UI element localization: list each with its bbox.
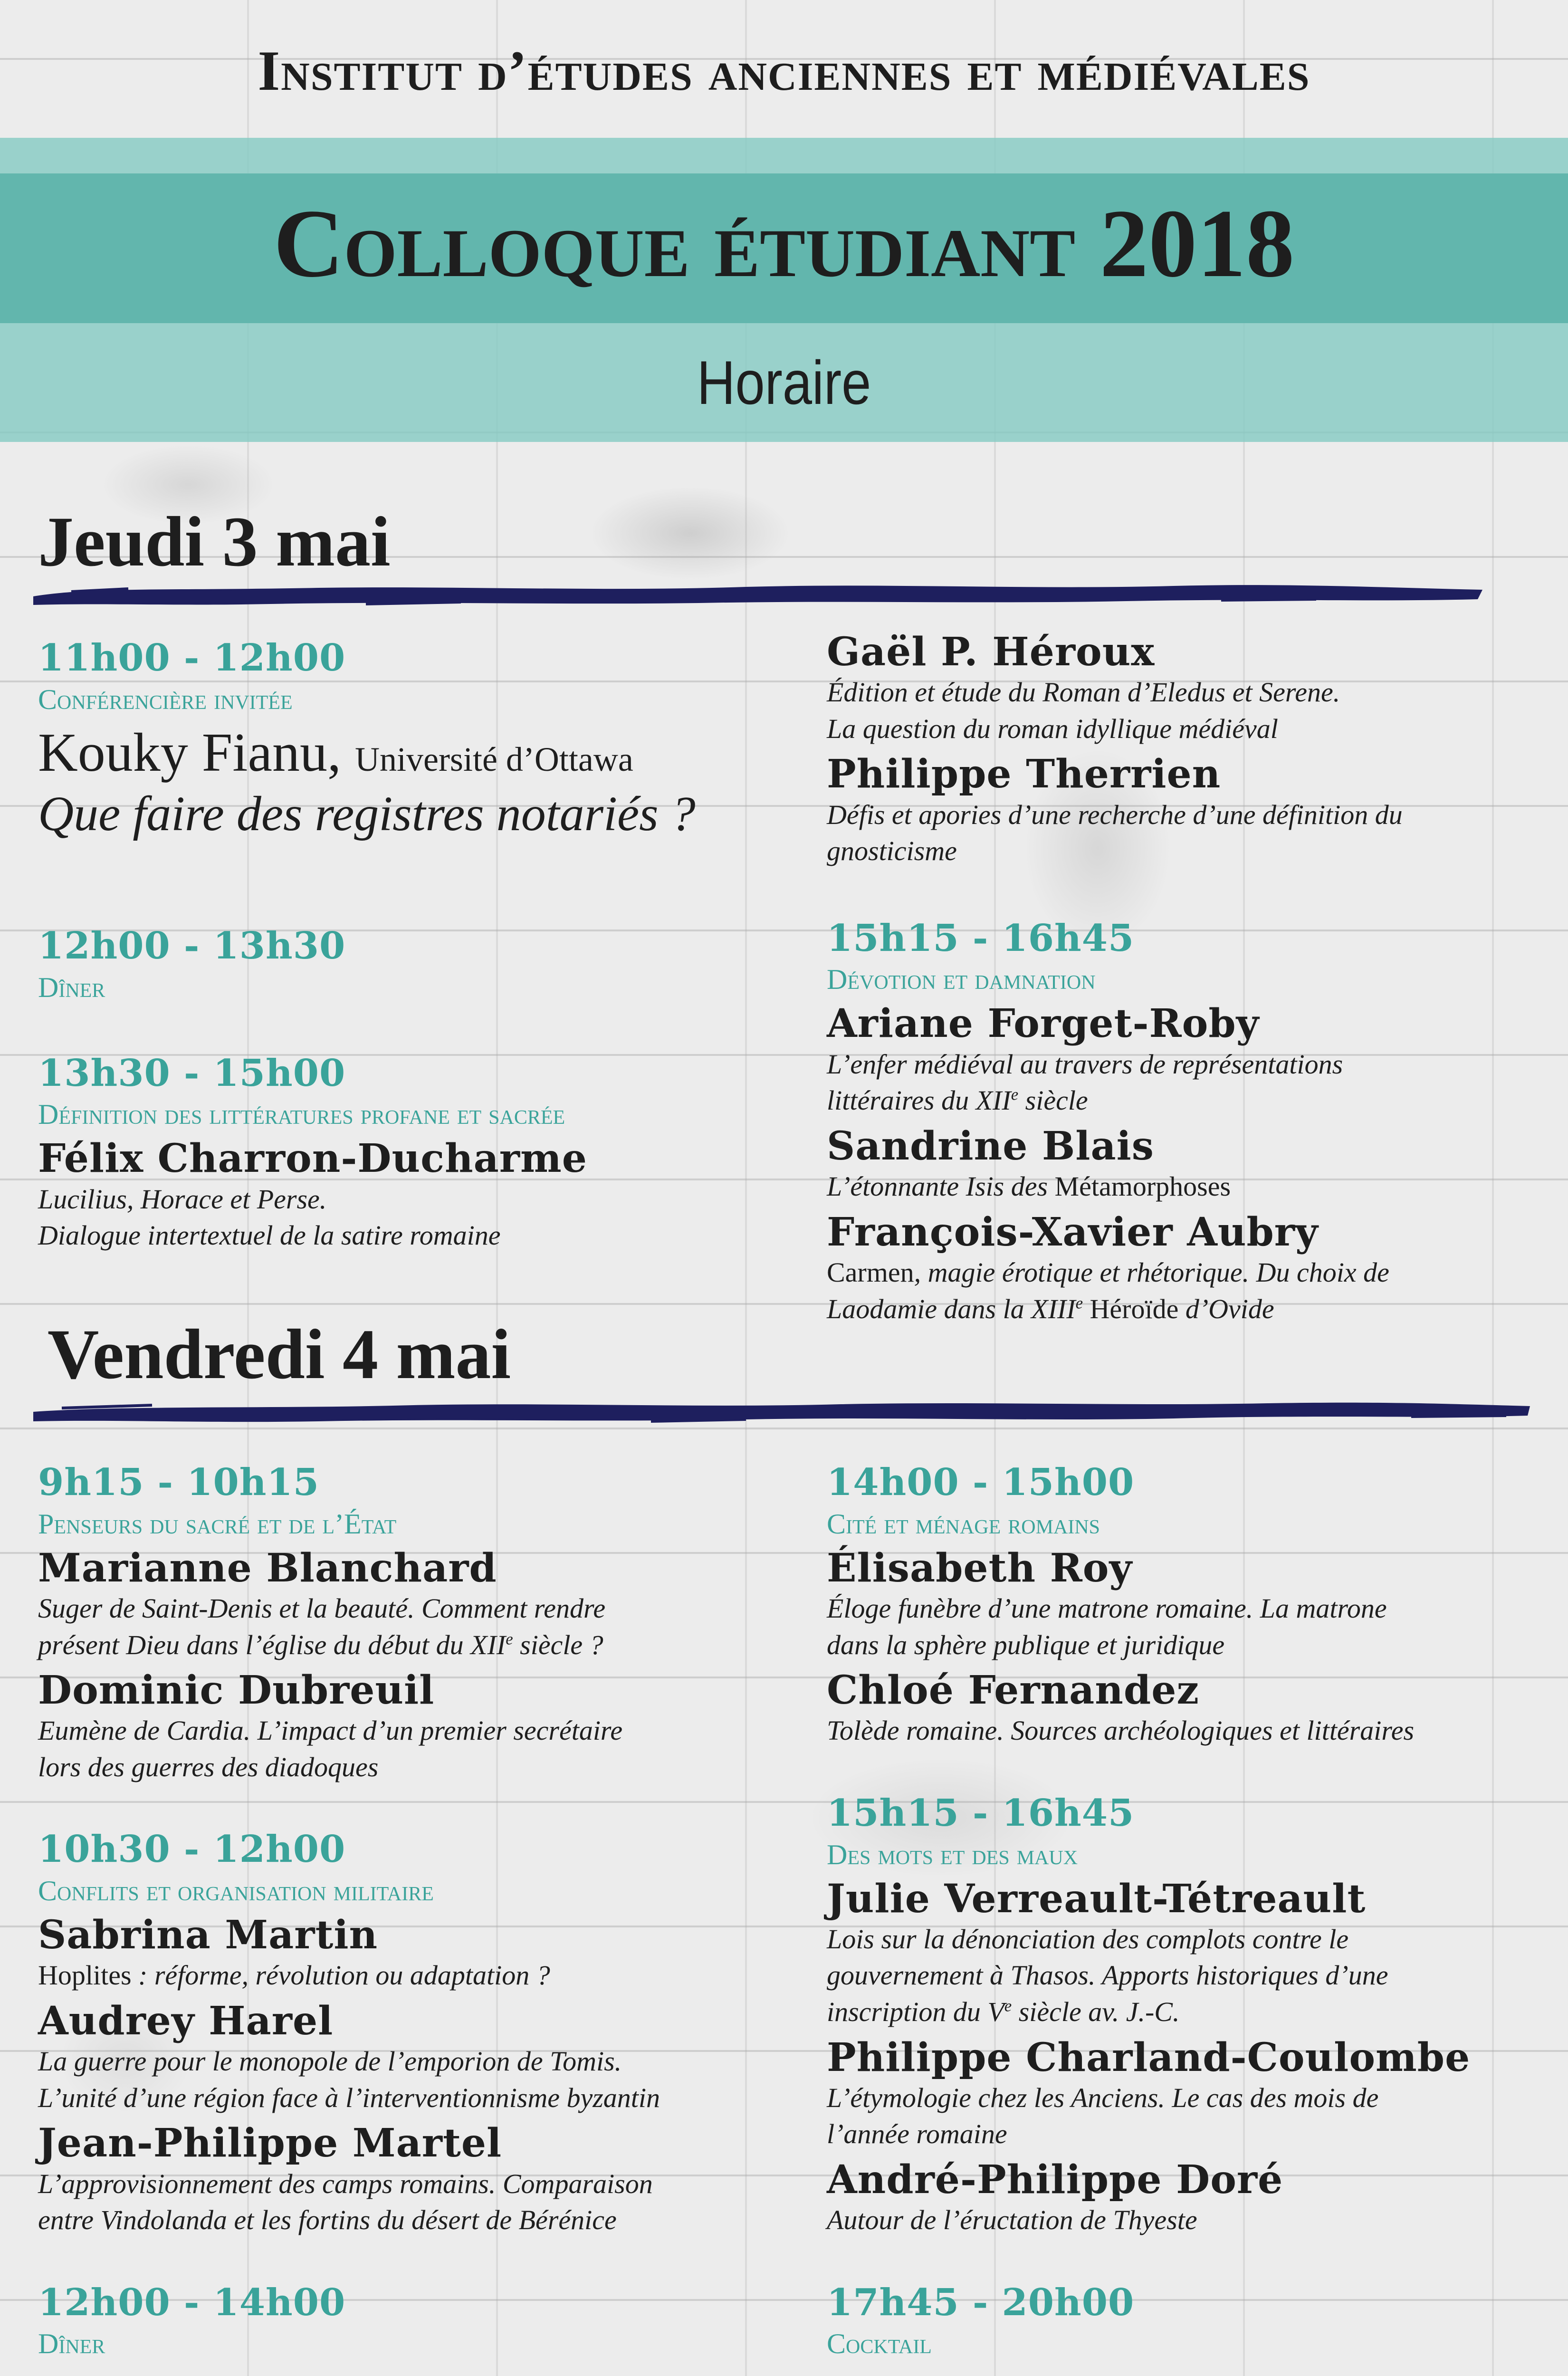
session-title: Cité et ménage romains: [827, 1508, 1100, 1540]
talk-line: Éloge funèbre d’une matrone romaine. La matrone: [827, 1592, 1387, 1624]
talk-title: [827, 1590, 1539, 1663]
speaker-name: Jean-Philippe Martel: [38, 2120, 502, 2166]
talk-line: Édition et étude du Roman d’Eledus et Serene.: [827, 677, 1340, 708]
session-block: [38, 1052, 774, 1254]
time-slot: 9h15 - 10h15: [38, 1461, 320, 1504]
speaker-name: Audrey Harel: [38, 1998, 334, 2044]
talk-title: [38, 2166, 798, 2239]
day-1-left-column: [38, 637, 774, 1297]
session-title: Dîner: [38, 2328, 105, 2360]
keynote-title: Que faire des registres notariés ?: [38, 786, 696, 842]
day-2-title: Vendredi 4 mai: [48, 1315, 511, 1394]
brush-stroke-divider: [33, 577, 1482, 611]
talk-line: La guerre pour le monopole de l’emporion de Tomis.: [38, 2046, 622, 2077]
talk-line: L’unité d’une région face à l’interventionnisme byzantin: [38, 2082, 660, 2113]
poster-subtitle: Horaire: [697, 348, 871, 417]
poster-title: Colloque étudiant 2018: [273, 190, 1295, 297]
brush-stroke-divider: [33, 1395, 1530, 1428]
talk-line: entre Vindolanda et les fortins du désert de Bérénice: [38, 2204, 617, 2236]
keynote-speaker: Kouky Fianu,: [38, 722, 341, 783]
talk-title: [827, 1255, 1539, 1327]
session-block: [827, 917, 1539, 1327]
speaker-name: Julie Verreault-Tétreault: [827, 1876, 1366, 1922]
talk-line: Suger de Saint-Denis et la beauté. Comment rendre: [38, 1592, 606, 1624]
talk-title: [38, 1713, 798, 1785]
talk-title: [38, 1957, 798, 1994]
time-slot: 15h15 - 16h45: [827, 1791, 1135, 1835]
speaker-name: Sandrine Blais: [827, 1123, 1154, 1169]
talk-line: Eumène de Cardia. L’impact d’un premier secrétaire: [38, 1715, 623, 1746]
day-2-right-column: [827, 1461, 1539, 2376]
cocktail-block: [827, 2281, 1539, 2361]
talk-title: [827, 1921, 1539, 2031]
talk-line: Lois sur la dénonciation des complots contre le: [827, 1923, 1349, 1954]
session-block: [38, 1461, 798, 1785]
talk-line: L’étymologie chez les Anciens. Le cas des mois de: [827, 2082, 1379, 2113]
day-1-title: Jeudi 3 mai: [38, 502, 391, 581]
talk-line: littéraires du XIIe siècle: [827, 1085, 1088, 1116]
session-title: Conférencière invitée: [38, 683, 293, 715]
talk-title: [38, 1590, 798, 1663]
talk-line: Lucilius, Horace et Perse.: [38, 1183, 327, 1215]
speaker-name: Sabrina Martin: [38, 1912, 378, 1958]
talk-line: L’enfer médiéval au travers de représentations: [827, 1048, 1343, 1080]
talk-line: L’approvisionnement des camps romains. Comparaison: [38, 2168, 653, 2199]
talk-title: [827, 674, 1539, 747]
talk-title: [38, 2043, 798, 2116]
institute-name: Institut d’études anciennes et médiévales: [258, 39, 1310, 102]
session-title: Définition des littératures profane et sacrée: [38, 1099, 565, 1131]
speaker-name: Gaël P. Héroux: [827, 629, 1155, 675]
session-block: [38, 1828, 798, 2238]
keynote-affiliation: Université d’Ottawa: [355, 740, 633, 778]
talk-line: Dialogue intertextuel de la satire romaine: [38, 1220, 501, 1251]
talk-line: Carmen, magie érotique et rhétorique. Du choix de: [827, 1257, 1389, 1288]
session-title: Des mots et des maux: [827, 1839, 1078, 1870]
time-slot: 12h00 - 14h00: [38, 2280, 346, 2324]
talk-line: inscription du Ve siècle av. J.-C.: [827, 1996, 1180, 2027]
talk-title: [827, 1713, 1539, 1749]
session-title: Dévotion et damnation: [827, 964, 1096, 996]
day-1-right-column: [827, 630, 1539, 1370]
session-title: Dîner: [38, 971, 105, 1003]
speaker-name: Philippe Charland-Coulombe: [827, 2034, 1471, 2080]
talk-line: Hoplites : réforme, révolution ou adaptation ?: [38, 1960, 550, 1991]
speaker-name: Félix Charron-Ducharme: [38, 1136, 587, 1182]
talk-line: gouvernement à Thasos. Apports historiques d’une: [827, 1960, 1388, 1991]
talk-title: [827, 1046, 1539, 1119]
speaker-name: Élisabeth Roy: [827, 1545, 1133, 1591]
speaker-name: Philippe Therrien: [827, 751, 1221, 797]
keynote-speaker-line: [38, 721, 774, 785]
speaker-name: Dominic Dubreuil: [38, 1667, 435, 1714]
time-slot: 17h45 - 20h00: [827, 2280, 1135, 2324]
talk-title: [827, 2202, 1539, 2239]
session-continuation: [827, 630, 1539, 870]
speaker-name: Ariane Forget-Roby: [827, 1001, 1260, 1047]
talk-line: Défis et apories d’une recherche d’une définition du: [827, 799, 1403, 830]
time-slot: 15h15 - 16h45: [827, 916, 1135, 960]
lunch-block: [38, 925, 774, 1005]
speaker-name: Marianne Blanchard: [38, 1545, 497, 1591]
session-block: [827, 1792, 1539, 2239]
talk-line: L’étonnante Isis des Métamorphoses: [827, 1171, 1231, 1202]
time-slot: 13h30 - 15h00: [38, 1051, 346, 1095]
time-slot: 11h00 - 12h00: [38, 636, 346, 680]
talk-line: Tolède romaine. Sources archéologiques et littéraires: [827, 1715, 1415, 1746]
talk-title: [38, 1181, 774, 1254]
session-title: Conflits et organisation militaire: [38, 1875, 434, 1907]
session-title: Cocktail: [827, 2328, 932, 2360]
talk-title: [827, 2080, 1539, 2153]
talk-line: lors des guerres des diadoques: [38, 1751, 379, 1782]
talk-line: dans la sphère publique et juridique: [827, 1629, 1225, 1660]
talk-line: La question du roman idyllique médiéval: [827, 713, 1278, 744]
talk-title: [827, 797, 1539, 870]
lunch-block: [38, 2281, 798, 2361]
talk-line: Autour de l’éructation de Thyeste: [827, 2204, 1197, 2236]
speaker-name: François-Xavier Aubry: [827, 1209, 1319, 1255]
talk-line: Laodamie dans la XIIIe Héroïde d’Ovide: [827, 1293, 1274, 1324]
session-block: [827, 1461, 1539, 1749]
time-slot: 10h30 - 12h00: [38, 1828, 346, 1871]
speaker-name: André-Philippe Doré: [827, 2156, 1283, 2203]
speaker-name: Chloé Fernandez: [827, 1667, 1199, 1714]
keynote-block: [38, 637, 774, 844]
talk-line: présent Dieu dans l’église du début du XIIe siècle ?: [38, 1629, 603, 1660]
talk-line: l’année romaine: [827, 2118, 1007, 2150]
time-slot: 12h00 - 13h30: [38, 924, 346, 968]
talk-line: gnosticisme: [827, 835, 957, 867]
talk-title: [827, 1169, 1539, 1205]
time-slot: 14h00 - 15h00: [827, 1461, 1135, 1504]
day-2-left-column: [38, 1461, 798, 2376]
session-title: Penseurs du sacré et de l’État: [38, 1508, 397, 1540]
